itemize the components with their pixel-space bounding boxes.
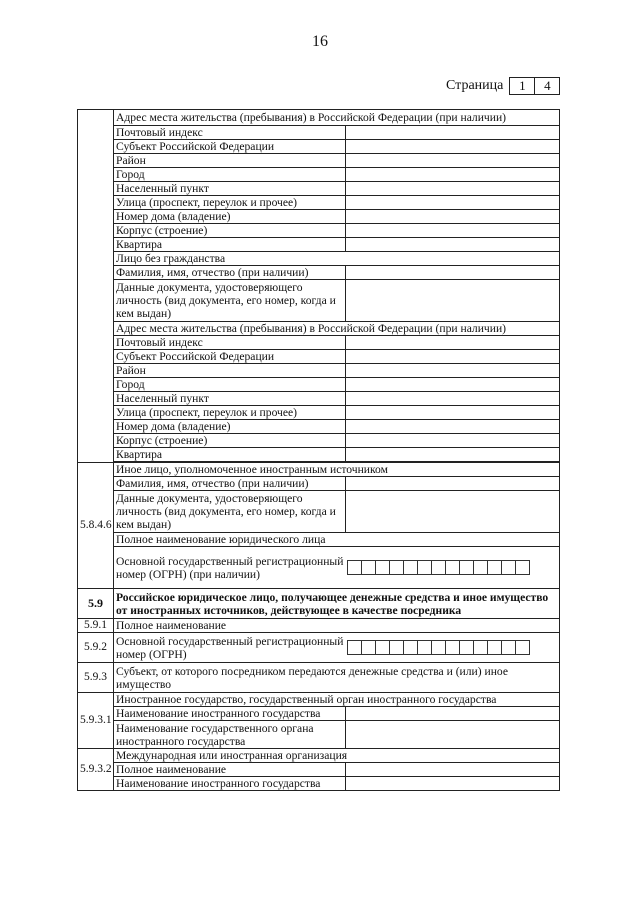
- field-value[interactable]: [346, 196, 560, 210]
- field-label: Наименование иностранного государства: [114, 777, 346, 791]
- field-value[interactable]: [346, 350, 560, 364]
- field-value[interactable]: [346, 406, 560, 420]
- field-value[interactable]: [346, 182, 560, 196]
- form-table: [77, 109, 560, 791]
- ogrn-cells[interactable]: [346, 633, 560, 663]
- section-code: 5.9.2: [78, 633, 114, 663]
- field-value[interactable]: [346, 763, 560, 777]
- field-label: Фамилия, имя, отчество (при наличии): [114, 477, 346, 491]
- field-label: Данные документа, удостоверяющего личность (вид документа, его номер, когда и кем выдан): [114, 280, 346, 322]
- section-header: Адрес места жительства (пребывания) в Российской Федерации (при наличии): [114, 322, 560, 336]
- field-value[interactable]: [346, 168, 560, 182]
- field-label: Фамилия, имя, отчество (при наличии): [114, 266, 346, 280]
- field-label: Квартира: [114, 238, 346, 252]
- field-label: Корпус (строение): [114, 434, 346, 448]
- field-value[interactable]: [346, 721, 560, 749]
- field-label: Субъект, от которого посредником передаются денежные средства и (или) иное имущество: [114, 663, 560, 693]
- field-value[interactable]: [346, 336, 560, 350]
- field-value[interactable]: [346, 434, 560, 448]
- field-label: Населенный пункт: [114, 392, 346, 406]
- field-value[interactable]: [346, 224, 560, 238]
- section-code: 5.9.1: [78, 619, 114, 633]
- field-label: Улица (проспект, переулок и прочее): [114, 196, 346, 210]
- field-value[interactable]: [346, 777, 560, 791]
- section-code: 5.9.3.2: [78, 749, 114, 791]
- field-label: Район: [114, 364, 346, 378]
- field-value[interactable]: [346, 126, 560, 140]
- field-value[interactable]: [346, 238, 560, 252]
- field-value[interactable]: [346, 140, 560, 154]
- field-value[interactable]: [346, 491, 560, 533]
- page-digit-box: 4: [535, 77, 560, 95]
- section-header: Полное наименование юридического лица: [114, 533, 560, 547]
- field-label: Основной государственный регистрационный номер (ОГРН) (при наличии): [114, 547, 346, 589]
- ogrn-cells[interactable]: [346, 547, 560, 589]
- section-title: Российское юридическое лицо, получающее денежные средства и иное имущество от иностранных источников, действующее в качестве посредника: [114, 589, 560, 619]
- field-label: Данные документа, удостоверяющего личность (вид документа, его номер, когда и кем выдан): [114, 491, 346, 533]
- page-counter: [446, 77, 560, 95]
- field-label: Субъект Российской Федерации: [114, 350, 346, 364]
- field-label: Корпус (строение): [114, 224, 346, 238]
- section-header: Иное лицо, уполномоченное иностранным источником: [114, 463, 560, 477]
- section-header: Иностранное государство, государственный орган иностранного государства: [114, 693, 560, 707]
- field-label: Номер дома (владение): [114, 210, 346, 224]
- field-label: Город: [114, 168, 346, 182]
- field-label: Полное наименование: [114, 763, 346, 777]
- ogrn-digit-grid[interactable]: [348, 640, 558, 655]
- field-value[interactable]: [346, 210, 560, 224]
- field-value[interactable]: [346, 392, 560, 406]
- ogrn-digit-grid[interactable]: [348, 560, 558, 575]
- field-label: Город: [114, 378, 346, 392]
- field-label: Основной государственный регистрационный номер (ОГРН): [114, 633, 346, 663]
- field-value[interactable]: [346, 364, 560, 378]
- field-label: Район: [114, 154, 346, 168]
- field-label: Почтовый индекс: [114, 336, 346, 350]
- code-cell: [78, 110, 114, 463]
- section-header: Адрес места жительства (пребывания) в Российской Федерации (при наличии): [114, 110, 560, 126]
- field-label: Населенный пункт: [114, 182, 346, 196]
- page-number: 16: [312, 33, 328, 50]
- field-label: Полное наименование: [114, 619, 560, 633]
- field-value[interactable]: [346, 448, 560, 462]
- field-value[interactable]: [346, 477, 560, 491]
- field-label: Номер дома (владение): [114, 420, 346, 434]
- field-value[interactable]: [346, 707, 560, 721]
- page-counter-label: Страница: [446, 78, 504, 93]
- page-digit-box: 1: [509, 77, 535, 95]
- section-header: Лицо без гражданства: [114, 252, 560, 266]
- field-value[interactable]: [346, 420, 560, 434]
- field-value[interactable]: [346, 280, 560, 322]
- section-code: 5.9: [78, 589, 114, 619]
- field-label: Наименование государственного органа иностранного государства: [114, 721, 346, 749]
- field-label: Улица (проспект, переулок и прочее): [114, 406, 346, 420]
- field-value[interactable]: [346, 378, 560, 392]
- field-label: Наименование иностранного государства: [114, 707, 346, 721]
- field-label: Квартира: [114, 448, 346, 462]
- section-code: 5.9.3: [78, 663, 114, 693]
- code-cell: 5.8.4.6: [78, 463, 114, 589]
- section-code: 5.9.3.1: [78, 693, 114, 749]
- field-label: Субъект Российской Федерации: [114, 140, 346, 154]
- section-header: Международная или иностранная организация: [114, 749, 560, 763]
- field-value[interactable]: [346, 154, 560, 168]
- field-label: Почтовый индекс: [114, 126, 346, 140]
- field-value[interactable]: [346, 266, 560, 280]
